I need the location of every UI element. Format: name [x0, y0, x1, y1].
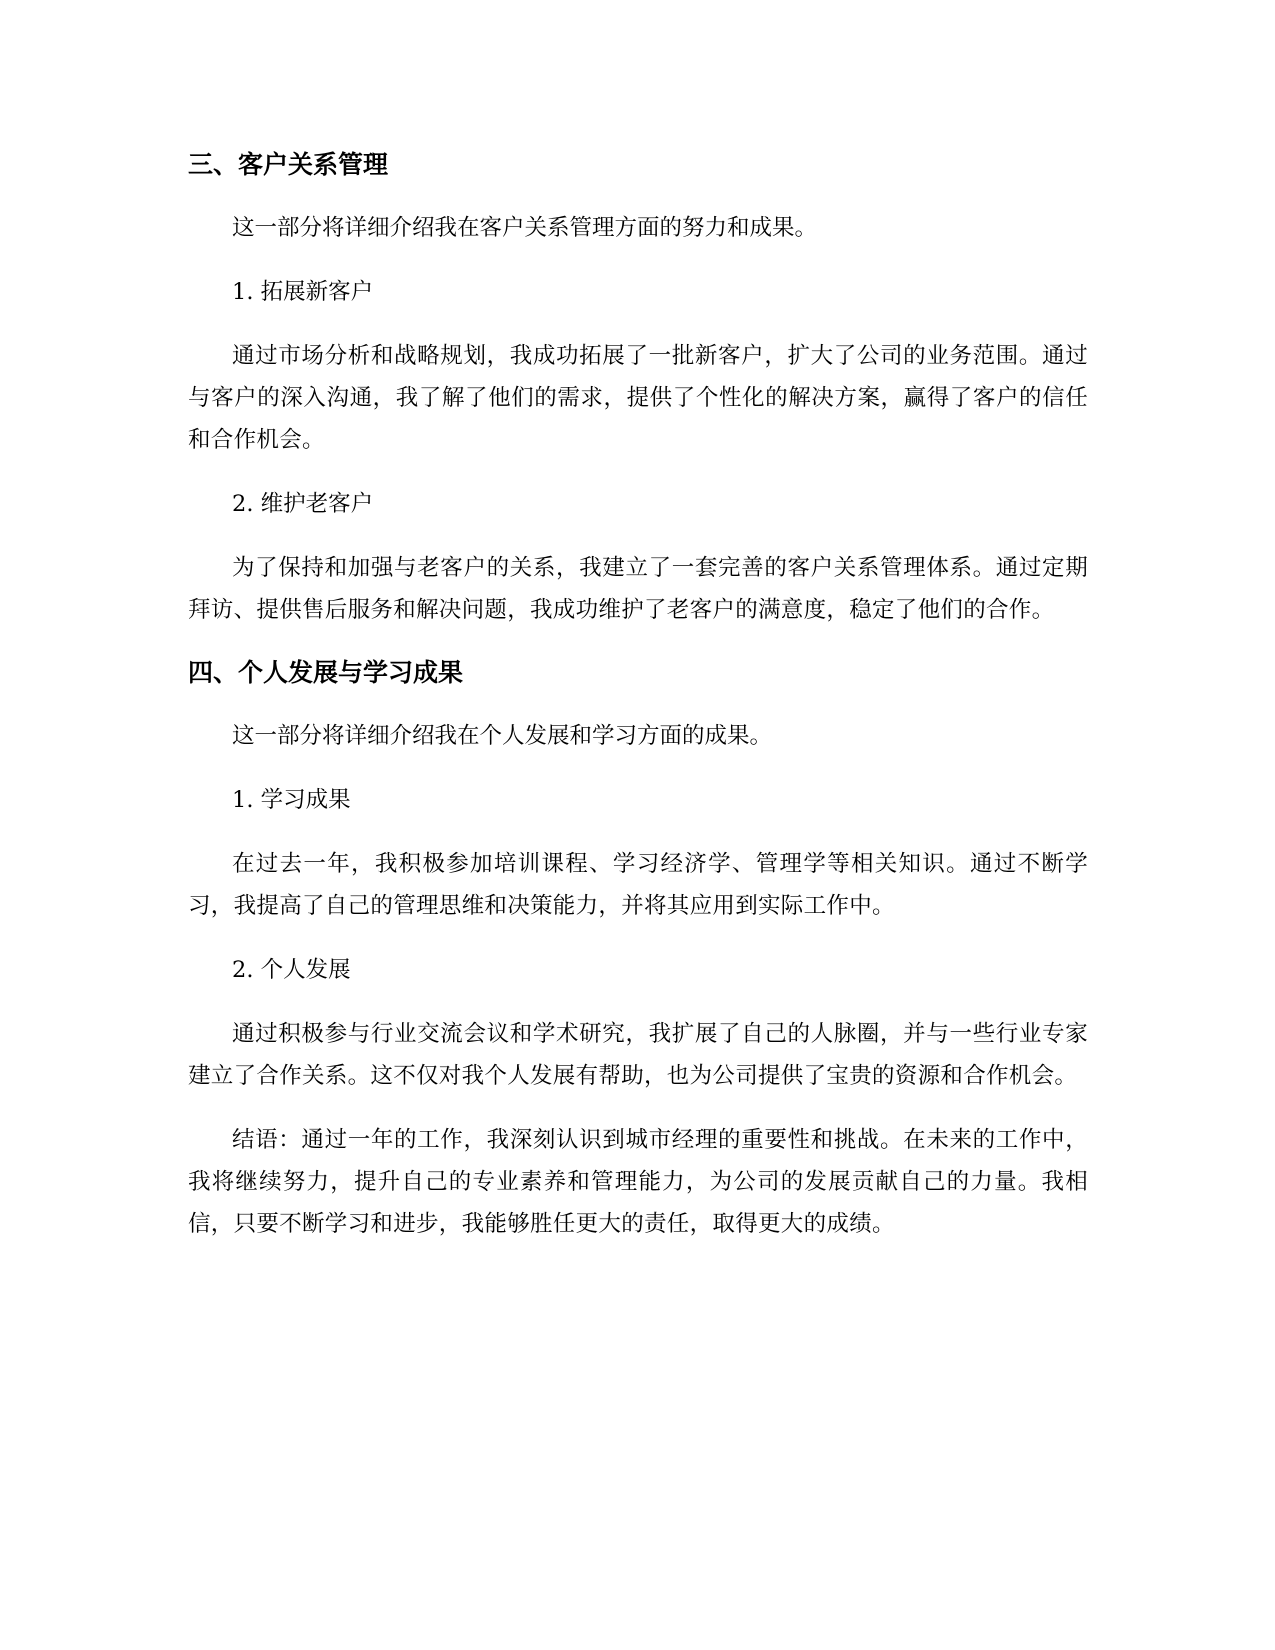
- section-title-personal-development: 四、个人发展与学习成果: [188, 658, 464, 687]
- paragraph: 通过市场分析和战略规划，我成功拓展了一批新客户，扩大了公司的业务范围。通过与客户的深入沟通，我了解了他们的需求，提供了个性化的解决方案，赢得了客户的信任和合作机会。: [188, 343, 1088, 453]
- document-body: [188, 145, 1088, 1245]
- paragraph: 为了保持和加强与老客户的关系，我建立了一套完善的客户关系管理体系。通过定期拜访、提供售后服务和解决问题，我成功维护了老客户的满意度，稳定了他们的合作。: [188, 555, 1088, 623]
- conclusion-paragraph: 结语：通过一年的工作，我深刻认识到城市经理的重要性和挑战。在未来的工作中，我将继续努力，提升自己的专业素养和管理能力，为公司的发展贡献自己的力量。我相信，只要不断学习和进步，我能够胜任更大的责任，取得更大的成绩。: [188, 1127, 1088, 1237]
- section-intro: 这一部分将详细介绍我在个人发展和学习方面的成果。: [232, 723, 773, 749]
- section-intro: 这一部分将详细介绍我在客户关系管理方面的努力和成果。: [232, 215, 818, 241]
- subsection-heading: 2. 个人发展: [232, 957, 351, 983]
- paragraph: 通过积极参与行业交流会议和学术研究，我扩展了自己的人脉圈，并与一些行业专家建立了合作关系。这不仅对我个人发展有帮助，也为公司提供了宝贵的资源和合作机会。: [188, 1021, 1088, 1089]
- paragraph: 在过去一年，我积极参加培训课程、学习经济学、管理学等相关知识。通过不断学习，我提高了自己的管理思维和决策能力，并将其应用到实际工作中。: [188, 851, 1088, 919]
- subsection-heading: 1. 拓展新客户: [232, 279, 374, 305]
- subsection-heading: 2. 维护老客户: [232, 491, 374, 517]
- subsection-heading: 1. 学习成果: [232, 787, 351, 813]
- section-title-customer-relations: 三、客户关系管理: [188, 150, 389, 179]
